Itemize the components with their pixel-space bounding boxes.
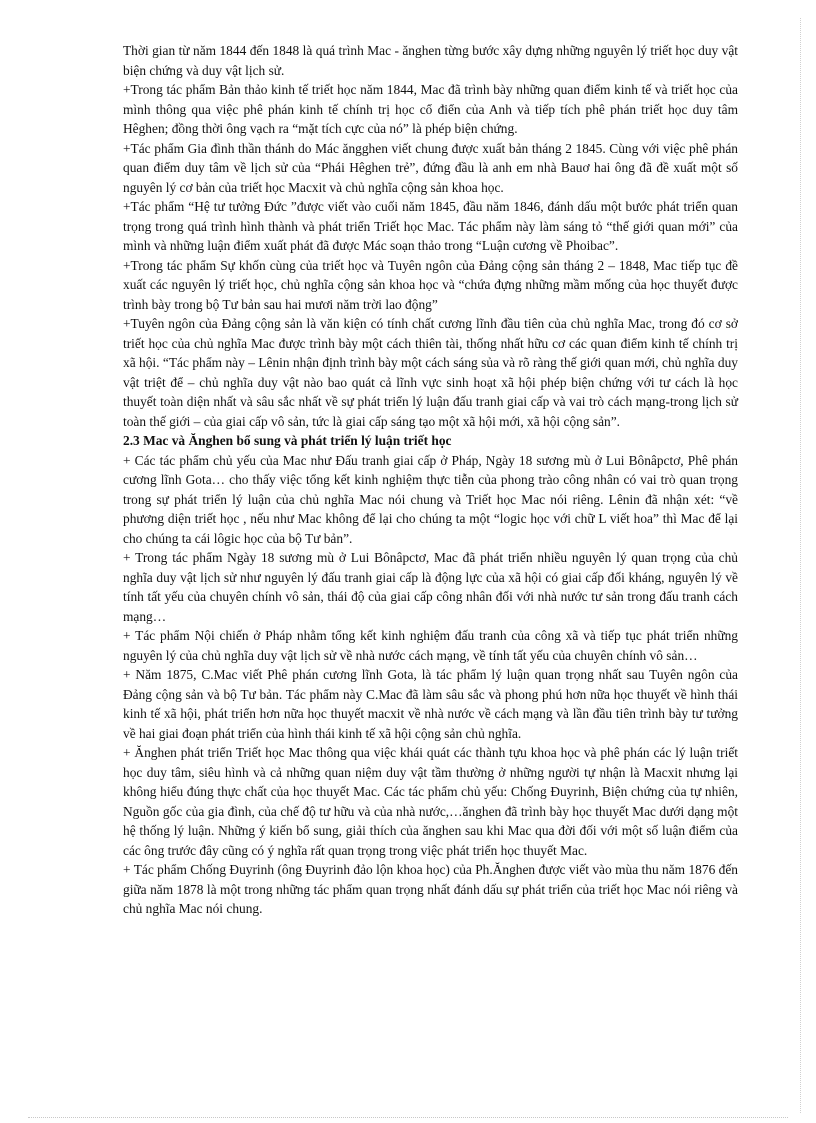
paragraph: + Ănghen phát triển Triết học Mac thông qua việc khái quát các thành tựu khoa học và phê phán các lý luận triết học duy tâm, siêu hình và cả những quan niệm duy vật tầm thường ở những người tự nhận là Macxit nhưng lại không hiểu đúng thực chất của học thuyết Mac. Các tác phẩm chủ yếu: Chống Đuyrinh, Biện chứng của tự nhiên, Nguồn gốc của gia đình, của chế độ tư hữu và của nhà nước,…ănghen đã trình bày học thuyết Mac dưới dạng một hệ thống lý luận. Những ý kiến bổ sung, giải thích của ănghen sau khi Mac qua đời đối với một số luận điểm của các ông trước đây cũng có ý nghĩa rất quan trọng trong việc phát triển học thuyết Mac. [123, 745, 738, 858]
paragraph: +Tuyên ngôn của Đảng cộng sản là văn kiện có tính chất cương lĩnh đầu tiên của chủ nghĩa Mac, trong đó cơ sở triết học của chủ nghĩa Mac được trình bày một cách thiên tài, thống nhất hữu cơ các quan điểm kinh tế chính trị xã hội. “Tác phẩm này – Lênin nhận định trình bày một cách sáng sủa và rõ ràng thế giới quan mới, chủ nghĩa duy vật triệt để – chủ nghĩa duy vật nào bao quát cả lĩnh vực sinh hoạt xã hội phép biện chứng với tư cách là học thuyết toàn diện nhất và sâu sắc nhất về sự phát triển lý luận đấu tranh giai cấp và vai trò cách mạng-trong lịch sử toàn thế giới – của giai cấp vô sản, tức là giai cấp sáng tạo một xã hội mới, xã hội cộng sản”. [123, 316, 738, 429]
paragraph: +Tác phẩm Gia đình thần thánh do Mác ăngghen viết chung được xuất bản tháng 2 1845. Cùng với việc phê phán quan điểm duy tâm về lịch sử của “Phái Hêghen trẻ”, đứng đầu là anh em nhà Bauơ hai ông đã đề xuất một số nguyên lý cơ bản của triết học Macxit và chủ nghĩa cộng sản khoa học. [123, 140, 738, 195]
paragraph: + Trong tác phẩm Ngày 18 sương mù ở Lui Bônâpctơ, Mac đã phát triển nhiều nguyên lý quan trọng của chủ nghĩa duy vật lịch sử như nguyên lý đấu tranh giai cấp là động lực của xã hội có giai cấp đối kháng, nguyên lý về tính tất yếu của chuyên chính vô sản, thái độ của giai cấp công nhân đối với nhà nước tư sản trong đấu tranh cách mạng… [123, 550, 738, 624]
paragraph: + Tác phẩm Chống Đuyrinh (ông Đuyrinh đảo lộn khoa học) của Ph.Ănghen được viết vào mùa thu năm 1876 đến giữa năm 1878 là một trong những tác phẩm quan trọng nhất đánh dấu sự phát triển của triết học Mac nói riêng và chủ nghĩa Mac nói chung. [123, 862, 738, 916]
paragraph: + Các tác phẩm chủ yếu của Mac như Đấu tranh giai cấp ở Pháp, Ngày 18 sương mù ở Lui Bônâpctơ, Phê phán cương lĩnh Gota… cho thấy việc tổng kết kinh nghiệm thực tiễn của phong trào công nhân có vai trò quan trọng trong sự phát triển lý luận của chủ nghĩa Mac nói chung và Triết học Mac nói riêng. Lênin đã nhận xét: “về phương diện triết học , nếu như Mac không để lại cho chúng ta một “logic học với chữ L viết hoa” thì Mac để lại cho chúng ta cái lôgic học của bộ Tư bản”. [123, 452, 738, 546]
document-body [123, 41, 738, 919]
paragraph: +Trong tác phẩm Sự khốn cùng của triết học và Tuyên ngôn của Đảng cộng sản tháng 2 – 1848, Mac tiếp tục đề xuất các nguyên lý triết học, chủ nghĩa cộng sản khoa học và “chứa đựng những mầm mống của học thuyết được trình bày trong bộ Tư bản sau hai mươi năm trời lao động” [123, 257, 738, 312]
page-border-right [800, 18, 801, 1113]
paragraph: + Năm 1875, C.Mac viết Phê phán cương lĩnh Gota, là tác phẩm lý luận quan trọng nhất sau Tuyên ngôn của Đảng cộng sản và bộ Tư bản. Tác phẩm này C.Mac đã làm sâu sắc và phong phú hơn nữa học thuyết về hình thái kinh tế xã hội, phát triển hơn nữa học thuyết macxit về nhà nước về cách mạng và lần đầu tiên trình bày tư tưởng về hai giai đoạn phát triển của hình thái kinh tế xã hội cộng sản chủ nghĩa. [123, 667, 738, 741]
paragraph: +Trong tác phẩm Bản thảo kinh tế triết học năm 1844, Mac đã trình bày những quan điểm kinh tế và triết học của mình thông qua việc phê phán kinh tế chính trị học cổ điển của Anh và tiếp tích phê phán triết học duy tâm Hêghen; đồng thời ông vạch ra “mặt tích cực của nó” là phép biện chứng. [123, 82, 738, 136]
page-border-bottom [28, 1117, 788, 1118]
section-heading: 2.3 Mac và Ănghen bổ sung và phát triển lý luận triết học [123, 433, 452, 448]
paragraph: + Tác phẩm Nội chiến ở Pháp nhằm tổng kết kinh nghiệm đấu tranh của công xã và tiếp tục phát triển những nguyên lý của chủ nghĩa duy vật lịch sử về nhà nước cách mạng, về tính tất yếu của chuyên chính vô sản… [123, 628, 738, 663]
paragraph: +Tác phẩm “Hệ tư tưởng Đức ”được viết vào cuối năm 1845, đầu năm 1846, đánh dấu một bước phát triển quan trọng trong quá trình hình thành và phát triển Triết học Mac. Tác phẩm này làm sáng tỏ “thế giới quan mới” của mình và những luận điểm xuất phát đã được Mác soạn thảo trong “Luận cương về Phoibac”. [123, 199, 738, 253]
paragraph-intro: Thời gian từ năm 1844 đến 1848 là quá trình Mac - ănghen từng bước xây dựng những nguyên lý triết học duy vật biện chứng và duy vật lịch sử. [123, 43, 738, 78]
